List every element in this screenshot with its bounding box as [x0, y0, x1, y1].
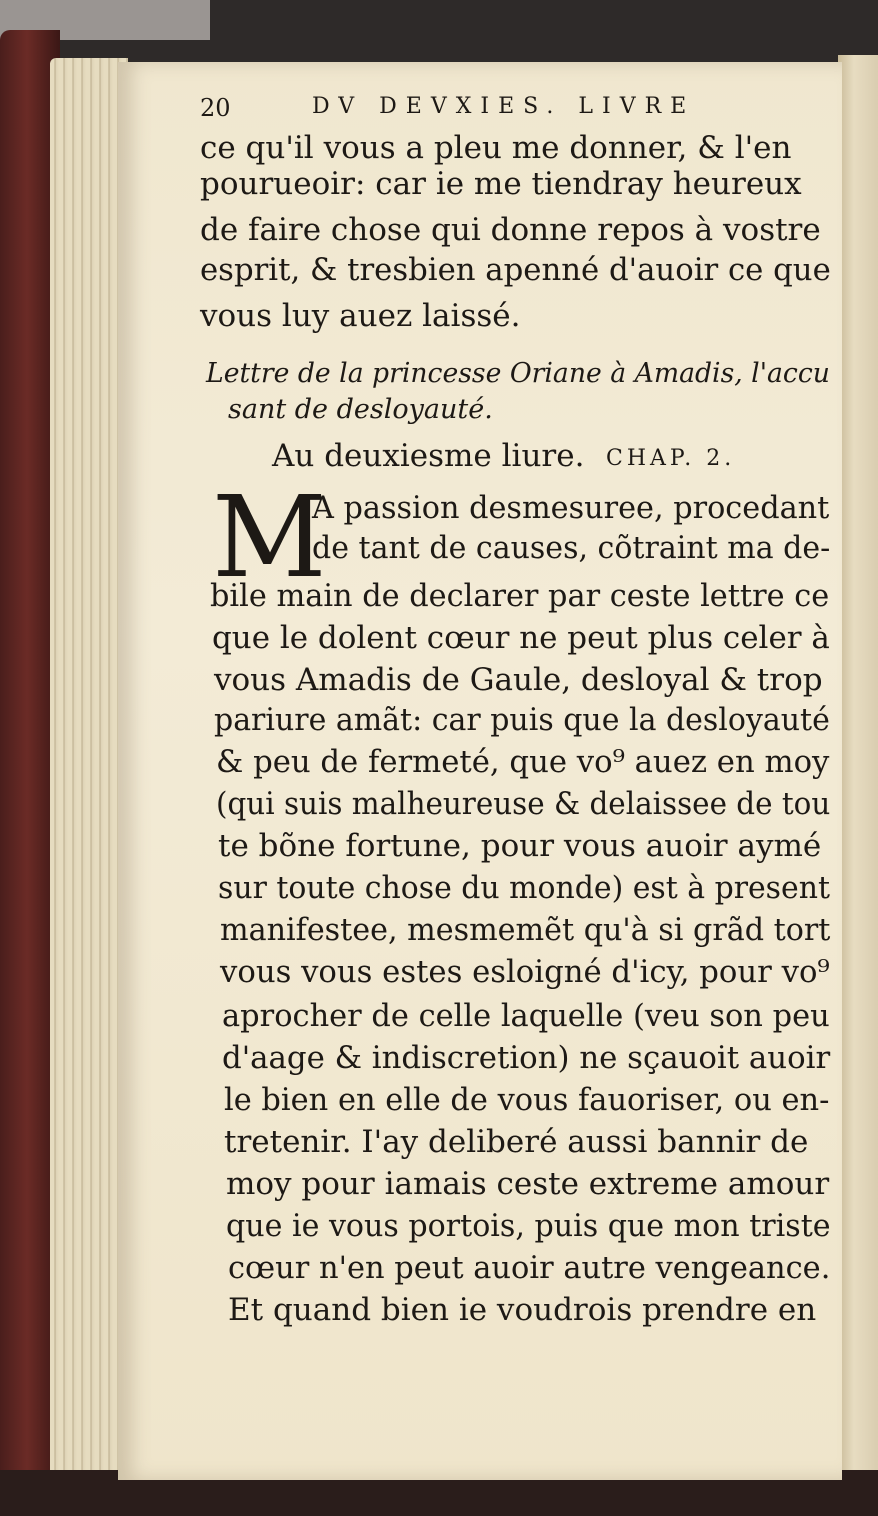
letter-line: que ie vous portois, puis que mon triste — [226, 1208, 831, 1244]
running-title: DV DEVXIES. LIVRE — [312, 94, 696, 119]
letter-line: cœur n'en peut auoir autre vengeance. — [228, 1250, 831, 1286]
letter-line: tretenir. I'ay deliberé aussi bannir de — [224, 1124, 809, 1160]
letter-line: & peu de fermeté, que vo⁹ auez en moy — [216, 744, 830, 780]
stacked-page-edges — [50, 58, 128, 1498]
letter-line: Et quand bien ie voudrois prendre en — [228, 1292, 817, 1328]
facing-page-edge — [838, 55, 878, 1500]
text-line: pourueoir: car ie me tiendray heureux — [200, 166, 802, 202]
letter-title-line: sant de desloyauté. — [228, 394, 493, 425]
page-number: 20 — [200, 94, 231, 122]
text-line: esprit, & tresbien apenné d'auoir ce que — [200, 252, 831, 288]
text-line: ce qu'il vous a pleu me donner, & l'en — [200, 130, 792, 166]
chapter-heading: Au deuxiesme liure. — [272, 438, 585, 474]
letter-line: A passion desmesuree, procedant — [312, 490, 830, 526]
text-line: vous luy auez laissé. — [200, 298, 521, 334]
letter-line: (qui suis malheureuse & delaissee de tou — [216, 786, 831, 822]
letter-line: bile main de declarer par ceste lettre ce — [210, 578, 830, 614]
letter-line: aprocher de celle laquelle (veu son peu — [222, 998, 830, 1034]
drop-cap: M — [212, 473, 327, 603]
letter-line: vous vous estes esloigné d'icy, pour vo⁹ — [220, 954, 830, 990]
letter-line: te bõne fortune, pour vous auoir aymé — [218, 828, 822, 864]
letter-line: vous Amadis de Gaule, desloyal & trop — [214, 662, 823, 698]
letter-line: pariure amãt: car puis que la desloyauté — [214, 702, 830, 738]
letter-line: le bien en elle de vous fauoriser, ou en- — [224, 1082, 830, 1118]
letter-title-line: Lettre de la princesse Oriane à Amadis, l'accu — [206, 358, 830, 389]
letter-line: moy pour iamais ceste extreme amour — [226, 1166, 830, 1202]
text-line: de faire chose qui donne repos à vostre — [200, 212, 821, 248]
letter-line: d'aage & indiscretion) ne sçauoit auoir — [222, 1040, 831, 1076]
letter-line: sur toute chose du monde) est à present — [218, 870, 830, 906]
letter-line: manifestee, mesmemẽt qu'à si grãd tort — [220, 912, 831, 948]
letter-line: que le dolent cœur ne peut plus celer à — [212, 620, 830, 656]
chapter-number: CHAP. 2. — [606, 446, 736, 471]
letter-line: de tant de causes, cõtraint ma de- — [312, 530, 831, 566]
